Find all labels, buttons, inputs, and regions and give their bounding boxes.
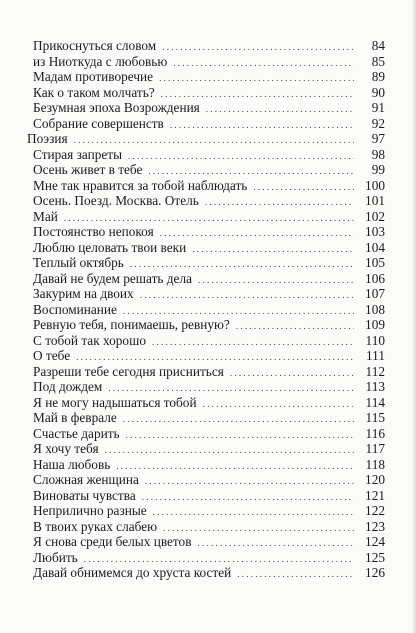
toc-entry-page: 118 xyxy=(365,456,385,472)
toc-entry-page: 111 xyxy=(366,348,385,363)
toc-entry xyxy=(33,519,385,535)
toc-entry-page: 98 xyxy=(371,146,385,162)
toc-entry-page: 104 xyxy=(365,239,385,255)
toc-entry xyxy=(33,302,385,318)
toc-entry-title: Ревную тебя, понимаешь, ревную? xyxy=(33,317,230,332)
toc-entry-title: Я хочу тебя xyxy=(33,441,99,456)
toc-entry-page: 122 xyxy=(365,503,385,518)
toc-entry-page: 117 xyxy=(365,441,385,456)
toc-entry-page: 84 xyxy=(371,38,385,53)
toc-entry xyxy=(33,38,385,54)
toc-entry-title: Теплый октябрь xyxy=(33,255,124,270)
toc-entry-page: 100 xyxy=(365,177,385,193)
toc-entry-title: Мне так нравится за тобой наблюдать xyxy=(33,177,248,193)
toc-entry-title: Безумная эпоха Возрождения xyxy=(33,100,200,115)
toc-entry-page: 116 xyxy=(365,425,385,441)
toc-entry-title: Счастье дарить xyxy=(33,425,120,441)
toc-entry-page: 125 xyxy=(365,549,385,565)
toc-entry-title: Май xyxy=(33,208,58,224)
toc-entry xyxy=(33,100,385,116)
toc-entry-page: 123 xyxy=(365,518,385,534)
toc-entry-page: 90 xyxy=(371,84,385,100)
toc-entry-page: 107 xyxy=(365,286,385,301)
toc-entry xyxy=(33,426,385,442)
toc-entry-title: С тобой так хорошо xyxy=(33,332,146,348)
toc-entry-title: О тебе xyxy=(33,348,71,363)
toc-entry xyxy=(33,193,385,209)
toc-entry-page: 112 xyxy=(365,363,385,379)
toc-entry xyxy=(33,503,385,519)
toc-entry-page: 102 xyxy=(365,208,385,224)
toc-entry-title: Под дождем xyxy=(33,379,103,394)
toc-entry xyxy=(33,162,385,178)
toc-entry-title: Осень. Поезд. Москва. Отель xyxy=(33,193,199,208)
toc-entry-title: Наша любовь xyxy=(33,456,111,472)
toc-entry-title: Воспоминание xyxy=(33,301,117,317)
toc-entry xyxy=(33,395,385,411)
toc-entry xyxy=(33,286,385,302)
toc-entry xyxy=(33,441,385,457)
toc-entry xyxy=(33,348,385,364)
toc-entry xyxy=(33,85,385,101)
toc-entry-title: Любить xyxy=(33,549,78,565)
toc-entry-page: 120 xyxy=(365,472,385,487)
toc-entry-page: 113 xyxy=(365,379,385,394)
toc-entry-page: 108 xyxy=(365,301,385,317)
toc-entry-title: Май в феврале xyxy=(33,410,117,425)
toc-entry xyxy=(33,224,385,240)
toc-entry-page: 103 xyxy=(365,224,385,239)
toc-entry xyxy=(33,317,385,333)
dot-leader xyxy=(237,565,354,583)
toc-entry-title: Постоянство непокоя xyxy=(33,224,154,239)
toc-entry-title: Сложная женщина xyxy=(33,472,139,487)
toc-entry xyxy=(33,457,385,473)
toc-entry-page: 114 xyxy=(365,394,385,410)
toc-entry-title: Осень живет в тебе xyxy=(33,162,143,177)
toc-entry-page: 110 xyxy=(365,332,385,348)
toc-entry-title: Я не могу надышаться тобой xyxy=(33,394,197,410)
toc-entry xyxy=(33,333,385,349)
toc-entry-page: 97 xyxy=(371,131,385,146)
toc-entry-title: Как о таком молчать? xyxy=(33,84,155,100)
toc-entry-title: Закурим на двоих xyxy=(33,286,134,301)
toc-entry xyxy=(33,69,385,85)
toc-entry-title: Давай не будем решать дела xyxy=(33,270,192,286)
toc-entry xyxy=(33,488,385,504)
toc-entry-page: 115 xyxy=(365,410,385,425)
toc-entry xyxy=(33,534,385,550)
toc-entry-page: 126 xyxy=(365,565,385,580)
toc-entry xyxy=(33,209,385,225)
toc-entry-title: Неприлично разные xyxy=(33,503,147,518)
toc-entry-title: Мадам противоречие xyxy=(33,69,154,84)
toc-entry xyxy=(33,271,385,287)
toc-entry xyxy=(33,178,385,194)
toc-entry-title: Люблю целовать твои веки xyxy=(33,239,187,255)
toc-entry-title: В твоих руках слабею xyxy=(33,518,158,534)
toc-entry xyxy=(33,54,385,70)
toc-entry xyxy=(33,472,385,488)
toc-entry-title: Виноваты чувства xyxy=(33,487,136,503)
toc-entry-page: 105 xyxy=(365,255,385,270)
toc-entry-title: Прикоснуться словом xyxy=(33,38,157,53)
toc-entry-page: 124 xyxy=(365,534,385,549)
toc-entry-page: 121 xyxy=(365,487,385,503)
toc-section-entry xyxy=(27,131,385,147)
toc-entry xyxy=(33,147,385,163)
toc-entry xyxy=(33,364,385,380)
toc-entry-title: Я снова среди белых цветов xyxy=(33,534,192,549)
toc-entry-page: 85 xyxy=(371,53,385,69)
toc-entry xyxy=(33,410,385,426)
toc-entry-page: 91 xyxy=(371,100,385,115)
toc-entry-page: 92 xyxy=(371,115,385,131)
toc-entry-title: Разреши тебе сегодня присниться xyxy=(33,363,224,379)
toc-entry-page: 101 xyxy=(365,193,385,208)
toc-section-title: Поэзия xyxy=(27,131,68,146)
toc-entry xyxy=(33,116,385,132)
toc-entry xyxy=(33,565,385,581)
toc-entry xyxy=(33,255,385,271)
table-of-contents xyxy=(27,38,385,581)
toc-entry xyxy=(33,240,385,256)
toc-entry xyxy=(33,379,385,395)
toc-entry-page: 106 xyxy=(365,270,385,286)
toc-entry-title: Давай обнимемся до хруста костей xyxy=(33,565,232,580)
toc-entry-title: Стирая запреты xyxy=(33,146,123,162)
toc-entry-page: 89 xyxy=(371,69,385,84)
toc-entry xyxy=(33,550,385,566)
toc-entry-page: 109 xyxy=(365,317,385,332)
toc-entry-title: Собрание совершенств xyxy=(33,115,164,131)
toc-entry-page: 99 xyxy=(371,162,385,177)
toc-entry-title: из Ниоткуда с любовью xyxy=(33,53,168,69)
